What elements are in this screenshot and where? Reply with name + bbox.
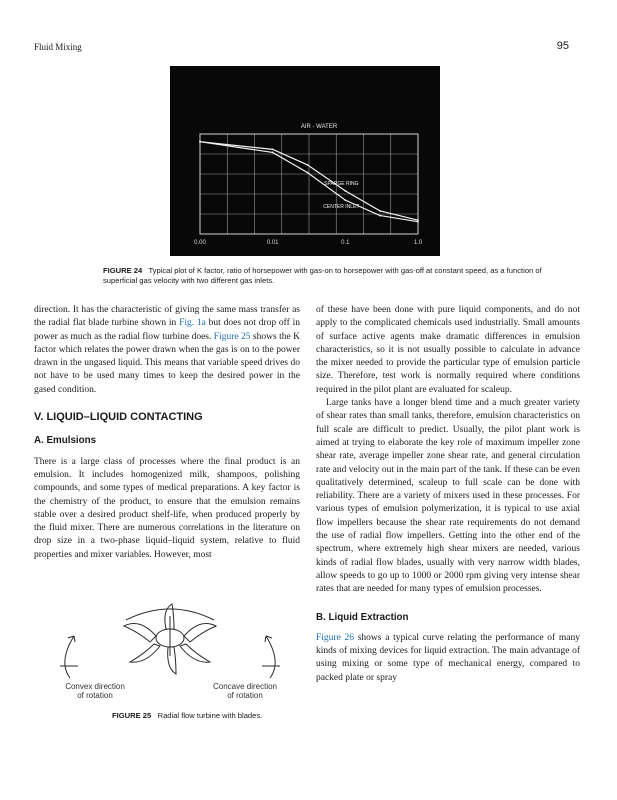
left-paragraph-1: [34, 304, 300, 397]
concave-rotation-label: [198, 682, 292, 700]
figure-26-link[interactable]: Figure 26: [316, 632, 355, 643]
blade: [180, 644, 210, 662]
x-tick-label: 0.1: [341, 240, 350, 246]
data-point: [379, 210, 381, 212]
left-paragraph-2: There is a large class of processes where the final product is an emulsion. It includes homogenized milk, shampoos, polishing compounds, and some types of medical preparations. A key factor is the chemistry of the product, to ensure that the emulsion remains stable over a desired product shelf-life, when produced properly by the fluid mixer. There are numerous correlations in the literature on drop size in a two-phase liquid–liquid system, relative to fluid properties and mixer variables. However, most: [34, 456, 300, 560]
subsection-heading-extraction: B. Liquid Extraction: [316, 611, 409, 623]
blade: [184, 624, 216, 642]
convex-rotation-label: [50, 682, 140, 700]
series-label: CENTER INLET: [323, 204, 360, 211]
figure-25-drawing: [50, 596, 290, 708]
subsection-heading-emulsions: A. Emulsions: [34, 435, 97, 447]
x-tick-label: 0.01: [266, 240, 279, 246]
figure-24-chart: [170, 66, 440, 256]
x-tick-label: 0.00: [194, 240, 206, 246]
figure-24-caption-text: Typical plot of K factor, ratio of horsepower with gas-on to horsepower with gas-off at constant speed, as a function of superficial gas velocity with two different gas inlets.: [103, 266, 542, 285]
blade: [130, 644, 160, 662]
data-point: [272, 152, 274, 154]
right-paragraph-2: Large tanks have a longer blend time and a much greater variety of shear rates than small tanks, therefore, emulsion characteristics on full scale are difficult to predict. Usually, the pilot plant work is aimed at trying to elaborate the key role of maximum impeller zone shear rate, average impeller zone shear rate, and general circulation rate and velocity out in the main part of the tank. If these can be even qualitatively determined, scaleup to full scale can be done with reliability. There are a variety of mixers used in these processes. For various types of emulsion polymerization, it is typical to use axial flow impellers because the shear rate requirements do not demand the use of radial flow impellers. Getting into the other end of the spectrum, where extremely high shear mixers are needed, various kinds of radial flow blades, usually with very narrow width blades, allow speeds to go up to 1000 or 2000 rpm giving very intense shear rates that are needed for many types of emulsion processes.: [316, 398, 580, 595]
convex-rotation-text: Convex direction of rotation: [65, 682, 125, 700]
data-point: [417, 219, 419, 221]
figure-25-caption-label: FIGURE 25: [112, 711, 152, 720]
series-label: SPARGE RING: [324, 180, 359, 187]
rotation-arrow-right: [266, 636, 275, 678]
left-p1-text-a: direction. It has the characteristic of giving the same mass transfer as the radial flat blade turbine shown in: [34, 305, 300, 329]
right-p3-text: shows a typical curve relating the performance of many kinds of mixing devices for liquid extraction. The main advantage of using mixing or some type of mechanical energy, compared to packed plate or spray: [316, 632, 580, 683]
figure-25-caption: [112, 711, 262, 721]
data-point: [417, 221, 419, 223]
data-point: [344, 199, 346, 201]
data-point: [306, 164, 308, 166]
data-point: [306, 172, 308, 174]
page-number: 95: [556, 40, 569, 52]
k-factor-chart: [170, 66, 440, 256]
left-column: [34, 304, 300, 562]
figure-24-caption-label: FIGURE 24: [103, 266, 143, 275]
figure-25-link[interactable]: Figure 25: [213, 331, 251, 342]
right-paragraph-3: [316, 632, 580, 685]
rotation-arrow-left: [65, 636, 74, 678]
data-point: [199, 141, 201, 143]
figure-25-caption-text: Radial flow turbine with blades.: [157, 711, 263, 720]
data-point: [344, 190, 346, 192]
blade: [165, 604, 174, 629]
left-p1-text-b: but does not drop off in power as much as the radial flow turbine does.: [34, 318, 301, 342]
fig-1a-link[interactable]: Fig. 1a: [179, 318, 206, 329]
right-paragraph-1: of these have been done with pure liquid components, and do not apply to the complicated chemicals used industrially. Small amounts of surface active agents make dramatic differences in emulsion characteristics, so it is not usually possible to calculate in advance the mixer needed to provide the particular type of emulsion particle size. Therefore, test work is normally required where conditions required in the pilot plant are evaluated for scaleup.: [316, 305, 580, 395]
section-heading: V. LIQUID–LIQUID CONTACTING: [34, 411, 203, 424]
data-point: [272, 148, 274, 150]
concave-rotation-text: Concave direction of rotation: [212, 682, 278, 700]
chart-title: AIR - WATER: [300, 124, 338, 130]
left-p1-text-c: shows the K factor which relates the power drawn when the gas is on to the power drawn in the ungased liquid. This means that variable speed drives do not have to be used many times to keep the desired power in the gased condition.: [34, 331, 300, 395]
data-point: [379, 215, 381, 217]
right-column: [316, 304, 580, 685]
x-tick-label: 1.0: [413, 240, 423, 246]
figure-24-caption: [103, 266, 543, 286]
blade: [124, 624, 156, 642]
blade: [168, 647, 176, 674]
running-title: Fluid Mixing: [34, 42, 82, 52]
